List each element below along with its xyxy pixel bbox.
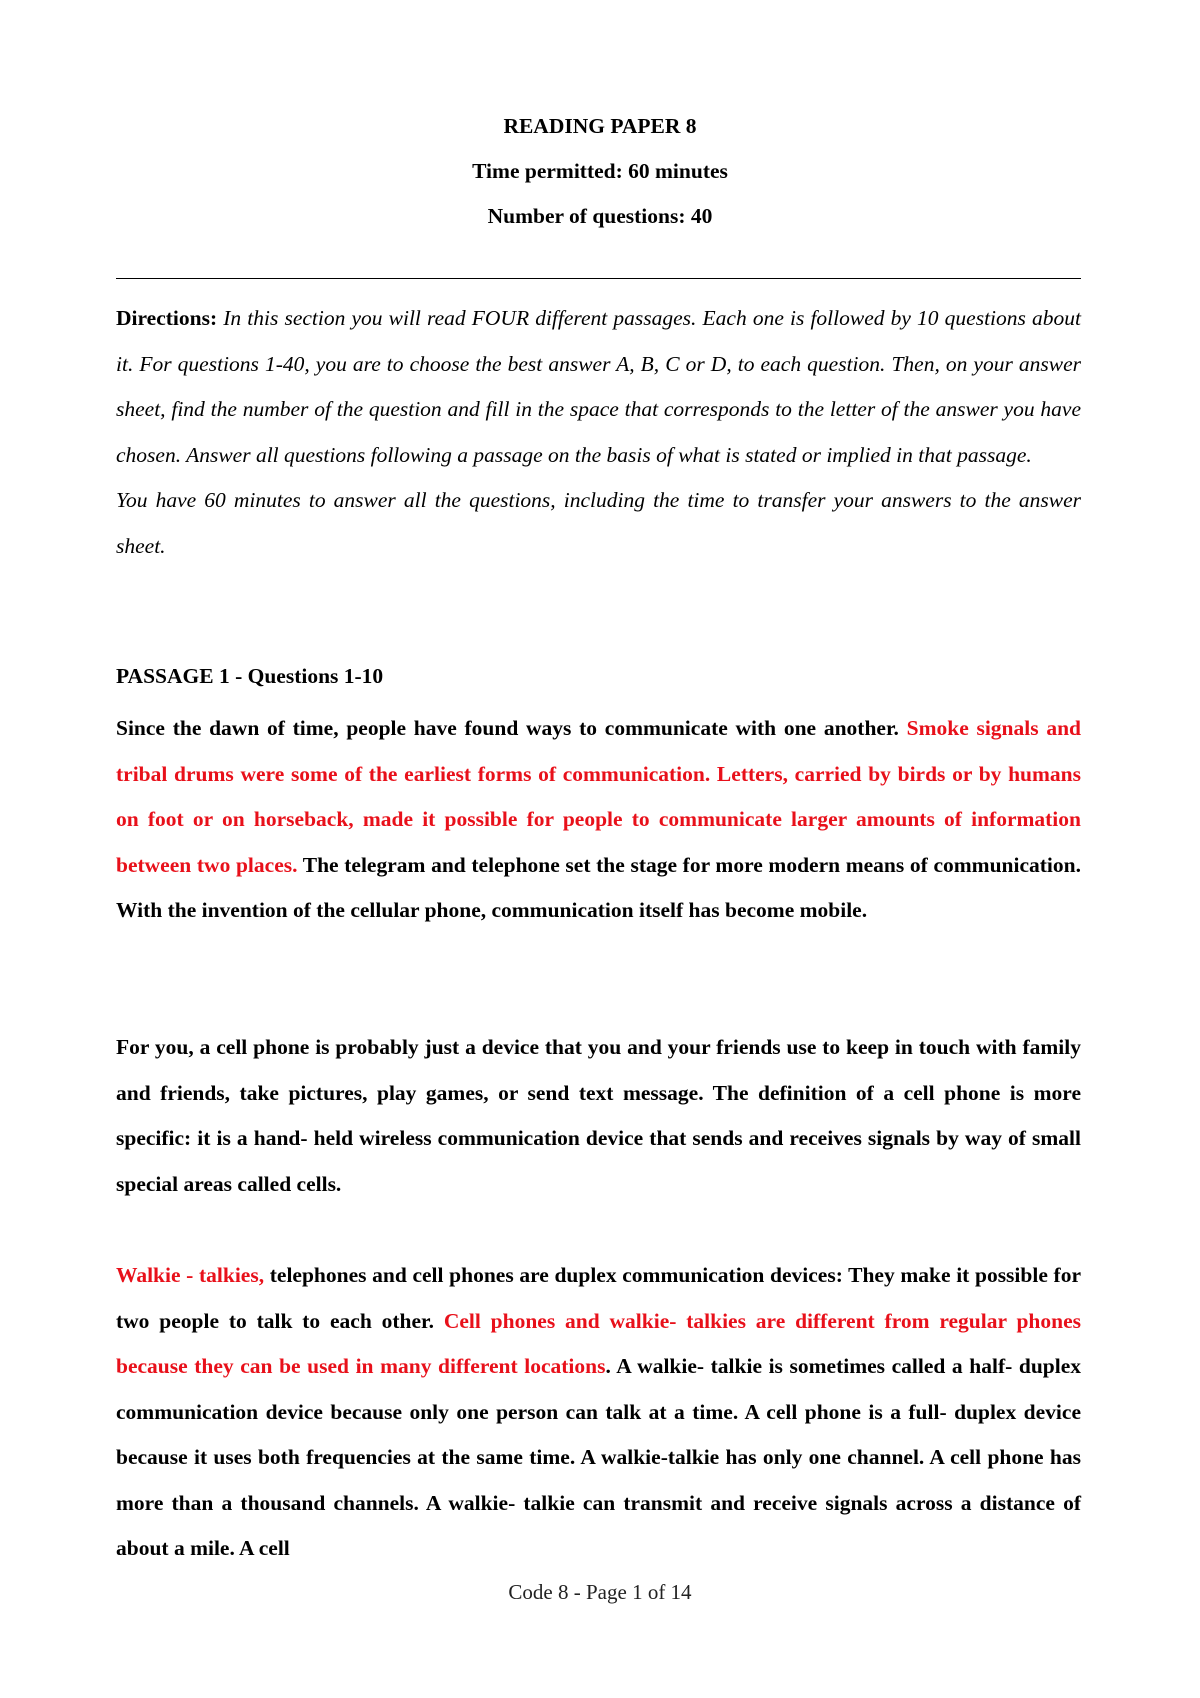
p1-intro: Since the dawn of time, people have found ways to communicate with one another. bbox=[116, 716, 907, 740]
p3-text-a: telephones and cell phones are bbox=[264, 1263, 555, 1287]
directions-label: Directions: bbox=[116, 306, 218, 330]
directions-block bbox=[116, 296, 1081, 569]
p3-highlight-difference: Cell phones and walkie- talkies are different from regular phones because they can be used in many different locations bbox=[116, 1308, 1081, 1378]
page-footer: Code 8 - Page 1 of 14 bbox=[508, 1580, 692, 1604]
directions-time-note: You have 60 minutes to answer all the questions, including the time to transfer your answers to the answer sheet. bbox=[116, 488, 1081, 558]
p3-duplex-term: duplex bbox=[554, 1263, 617, 1287]
p1-rest: The telegram and telephone set the stage for more modern means of communication. With the invention of the cellular phone, communication itself has become mobile. bbox=[116, 852, 1081, 922]
p3-highlight-walkie: Walkie - talkies, bbox=[116, 1263, 265, 1287]
p3-text-c: . A walkie- talkie is sometimes called a half- duplex communication device because only one person can talk at a time. A cell phone is a full- duplex device because it uses both frequencies at the same time. A walkie-talkie has only one channel. A cell phone has more than a thousand channels. A walkie- talkie can transmit and receive signals across a distance of about a mile. A cell bbox=[116, 1354, 1081, 1560]
paragraph-2: For you, a cell phone is probably just a device that you and your friends use to keep in touch with family and friends, take pictures, play games, or send text message. The definition of a cell phone is more specific: it is a hand- held wireless communication device that sends and receives signals by way of small special areas called cells. bbox=[116, 1035, 1081, 1196]
separator-line bbox=[116, 278, 1081, 279]
directions-text: In this section you will read FOUR different passages. Each one is followed by 10 questions about it. For questions 1-40, you are to choose the best answer A, B, C or D, to each question. Then, on your answer sheet, find the number of the question and fill in the space that corresponds to the letter of the answer you have chosen. Answer all questions following a passage on the basis of what is stated or implied in that passage. bbox=[116, 306, 1081, 467]
passage-title: PASSAGE 1 - Questions 1-10 bbox=[116, 664, 384, 688]
p1-highlight: Smoke signals and tribal drums were some of the earliest forms of communication. Letters, carried by birds or by humans on foot or on horseback, made it possible for people to communicate larger amounts of information between two places. bbox=[116, 716, 1081, 877]
time-permitted: Time permitted: 60 minutes bbox=[472, 159, 728, 183]
paragraph-3 bbox=[116, 1253, 1081, 1572]
p3-text-b: communication devices: They make it possible for two people to talk to each other. bbox=[116, 1263, 1081, 1333]
question-count: Number of questions: 40 bbox=[487, 204, 713, 228]
paper-title: READING PAPER 8 bbox=[503, 114, 697, 138]
paragraph-1 bbox=[116, 706, 1081, 934]
